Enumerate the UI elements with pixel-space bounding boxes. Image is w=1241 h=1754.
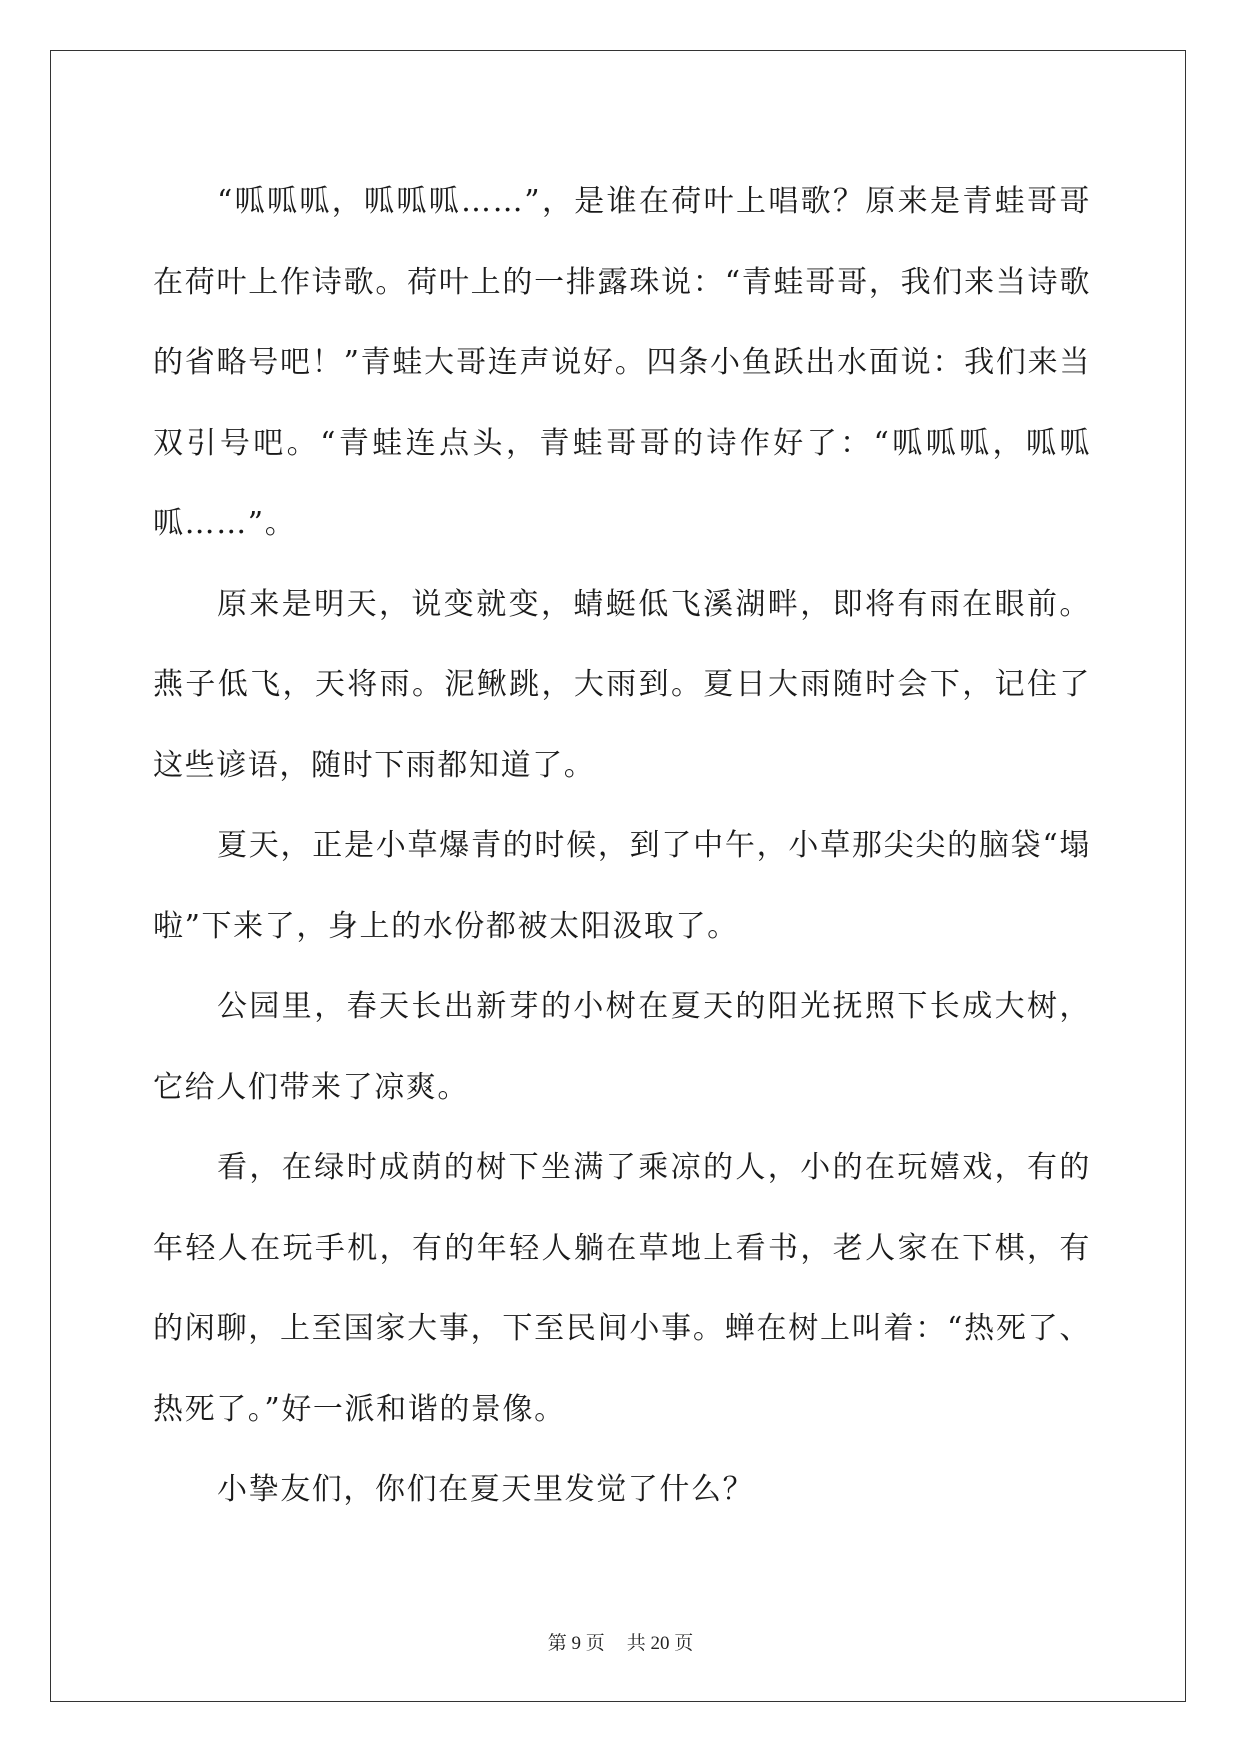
page-number: 第 9 页 [547,1633,605,1654]
paragraph-4: 公园里，春天长出新芽的小树在夏天的阳光抚照下长成大树，它给人们带来了凉爽。 [153,989,1091,1105]
paragraph-3: 夏天，正是小草爆青的时候，到了中午，小草那尖尖的脑袋“塌啦”下来了，身上的水份都被太阳汲取了。 [153,828,1091,944]
paragraph-1: “呱呱呱，呱呱呱……”，是谁在荷叶上唱歌？原来是青蛙哥哥在荷叶上作诗歌。荷叶上的一排露珠说：“青蛙哥哥，我们来当诗歌的省略号吧！”青蛙大哥连声说好。四条小鱼跃出水面说：我们来当双引号吧。“青蛙连点头，青蛙哥哥的诗作好了：“呱呱呱，呱呱呱……”。 [153,184,1091,541]
document-body [153,162,1091,1531]
page-total: 共 20 页 [626,1633,694,1654]
paragraph-6: 小挚友们，你们在夏天里发觉了什么？ [217,1472,755,1507]
paragraph-2: 原来是明天，说变就变，蜻蜓低飞溪湖畔，即将有雨在眼前。燕子低飞，天将雨。泥鳅跳，大雨到。夏日大雨随时会下，记住了这些谚语，随时下雨都知道了。 [153,586,1091,783]
paragraph-5: 看，在绿时成荫的树下坐满了乘凉的人，小的在玩嬉戏，有的年轻人在玩手机，有的年轻人躺在草地上看书，老人家在下棋，有的闲聊，上至国家大事，下至民间小事。蝉在树上叫着：“热死了、热死了。”好一派和谐的景像。 [153,1150,1091,1427]
page-footer [0,1628,1241,1655]
